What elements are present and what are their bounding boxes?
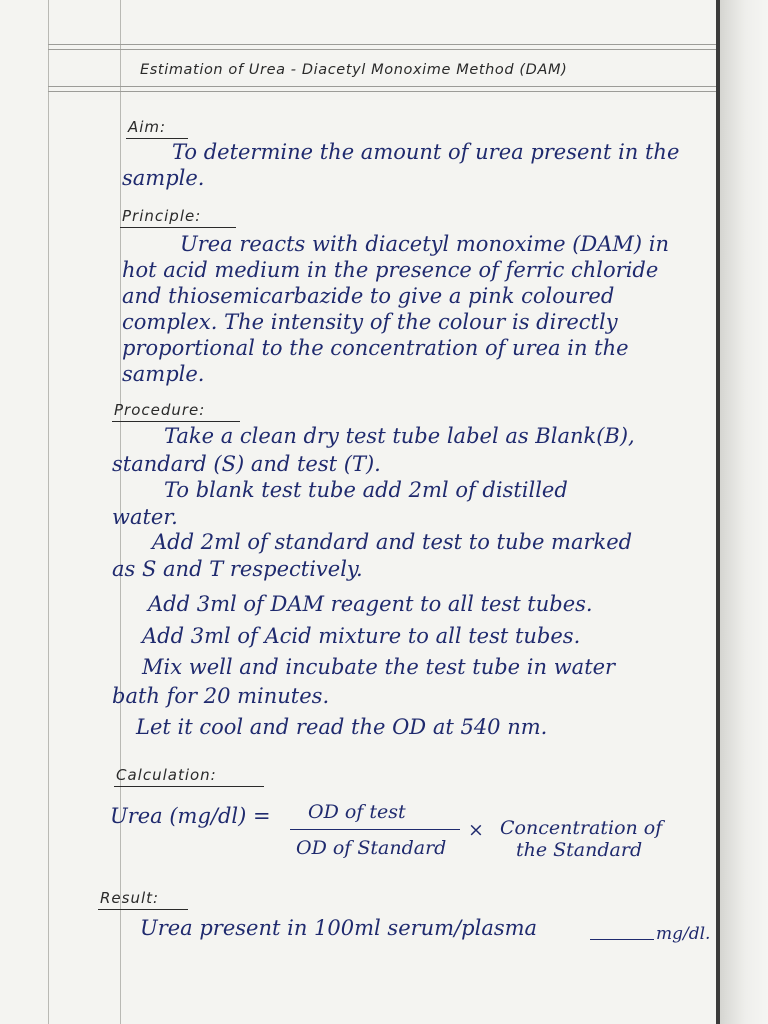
principle-line: and thiosemicarbazide to give a pink coloured xyxy=(122,284,615,308)
aim-heading: Aim: xyxy=(128,118,167,136)
procedure-line: To blank test tube add 2ml of distilled xyxy=(164,478,568,502)
aim-line: sample. xyxy=(122,166,205,190)
principle-line: Urea reacts with diacetyl monoxime (DAM) in xyxy=(180,232,669,256)
principle-line: complex. The intensity of the colour is directly xyxy=(122,310,618,334)
procedure-underline xyxy=(112,421,240,422)
aim-underline xyxy=(126,138,188,139)
margin-line-outer xyxy=(48,0,49,1024)
calculation-heading: Calculation: xyxy=(116,766,217,784)
procedure-line: Add 2ml of standard and test to tube marked xyxy=(152,530,633,554)
procedure-line: Take a clean dry test tube label as Blank(B), xyxy=(164,424,635,448)
header-rule xyxy=(48,44,716,45)
header-rule xyxy=(48,49,716,50)
procedure-line: Mix well and incubate the test tube in water xyxy=(142,655,616,679)
procedure-line: Add 3ml of Acid mixture to all test tubes. xyxy=(142,624,581,648)
principle-line: sample. xyxy=(122,362,205,386)
calculation-denominator: OD of Standard xyxy=(296,837,447,859)
procedure-line: Add 3ml of DAM reagent to all test tubes. xyxy=(148,592,593,616)
calculation-underline xyxy=(114,786,264,787)
page-title: Estimation of Urea - Diacetyl Monoxime Method (DAM) xyxy=(140,62,568,78)
result-underline xyxy=(98,909,188,910)
principle-line: proportional to the concentration of urea in the xyxy=(122,336,629,360)
result-text: Urea present in 100ml serum/plasma xyxy=(140,916,538,940)
notebook-edge xyxy=(716,0,768,1024)
aim-line: To determine the amount of urea present in the xyxy=(172,140,680,164)
header-rule xyxy=(48,91,716,92)
procedure-line: Let it cool and read the OD at 540 nm. xyxy=(136,715,548,739)
procedure-line: water. xyxy=(112,505,178,529)
calculation-factor: the Standard xyxy=(516,839,643,861)
calculation-factor: Concentration of xyxy=(500,817,663,839)
principle-heading: Principle: xyxy=(122,207,202,225)
procedure-heading: Procedure: xyxy=(114,401,206,419)
header-rule xyxy=(48,86,716,87)
procedure-line: standard (S) and test (T). xyxy=(112,452,381,476)
calculation-lhs: Urea (mg/dl) = xyxy=(110,804,271,828)
result-unit: mg/dl. xyxy=(656,924,711,944)
fraction-bar xyxy=(290,829,460,830)
procedure-line: bath for 20 minutes. xyxy=(112,684,330,708)
calculation-numerator: OD of test xyxy=(308,801,406,823)
principle-underline xyxy=(120,227,236,228)
procedure-line: as S and T respectively. xyxy=(112,557,363,581)
calculation-times: × xyxy=(468,819,484,841)
result-heading: Result: xyxy=(100,889,160,907)
principle-line: hot acid medium in the presence of ferric chloride xyxy=(122,258,659,282)
result-blank xyxy=(590,939,654,940)
